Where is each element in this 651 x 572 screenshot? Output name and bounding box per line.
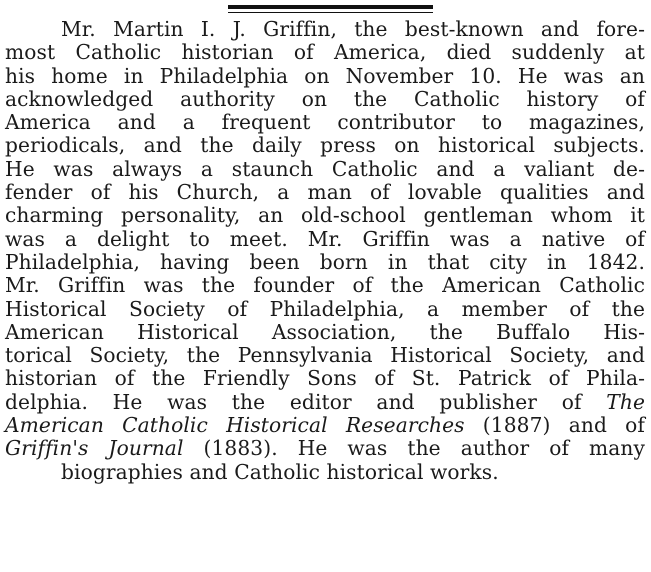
header-rule-thin xyxy=(228,12,433,13)
text-line: Mr. Griffin was the founder of the American Catholic xyxy=(5,273,645,298)
text-line-last: biographies and Catholic historical works. xyxy=(61,459,499,484)
text-line: American Historical Association, the Buffalo His- xyxy=(5,319,645,344)
obituary-article xyxy=(5,18,645,484)
text-line xyxy=(5,391,645,414)
text-line: acknowledged authority on the Catholic history of xyxy=(5,86,645,111)
text-line: fender of his Church, a man of lovable qualities and xyxy=(5,180,645,205)
text-line: charming personality, an old-school gentleman whom it xyxy=(5,203,645,228)
text-line: Philadelphia, having been born in that city in 1842. xyxy=(5,249,645,274)
italic-title-segment: The xyxy=(606,389,645,414)
text-segment: (1883). He was the author of many xyxy=(183,436,645,461)
text-line: most Catholic historian of America, died suddenly at xyxy=(5,40,645,65)
text-line xyxy=(5,414,645,437)
text-segment: (1887) and of xyxy=(464,413,645,438)
text-line: periodicals, and the daily press on historical subjects. xyxy=(5,133,645,158)
text-line: his home in Philadelphia on November 10. He was an xyxy=(5,63,645,88)
text-line: Historical Society of Philadelphia, a member of the xyxy=(5,296,645,321)
text-line: He was always a staunch Catholic and a valiant de- xyxy=(5,156,645,181)
text-line: torical Society, the Pennsylvania Historical Society, and xyxy=(5,343,645,368)
text-segment: delphia. He was the editor and publisher of xyxy=(5,389,582,414)
italic-title-segment: American Catholic Historical Researches xyxy=(5,413,465,438)
text-line xyxy=(5,437,645,460)
text-line: historian of the Friendly Sons of St. Patrick of Phila- xyxy=(5,366,645,391)
text-line: Mr. Martin I. J. Griffin, the best-known and fore- xyxy=(61,17,645,41)
header-rule-thick xyxy=(228,5,433,9)
text-line: was a delight to meet. Mr. Griffin was a native of xyxy=(5,226,645,251)
text-line: America and a frequent contributor to magazines, xyxy=(5,110,645,135)
italic-title-segment: Griffin's Journal xyxy=(5,436,184,461)
